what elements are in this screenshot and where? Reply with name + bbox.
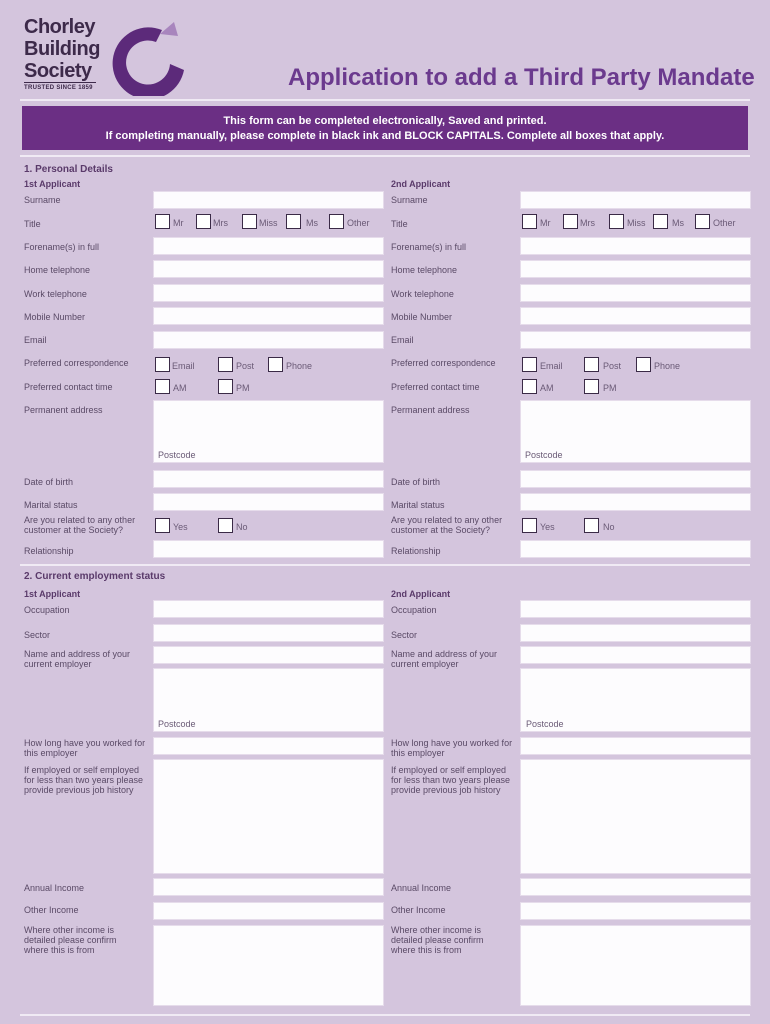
how-long-label: How long have you worked for this employer	[24, 738, 146, 758]
history-field-2[interactable]	[520, 759, 751, 874]
title-option: Other	[347, 218, 370, 228]
related-option: Yes	[173, 522, 188, 532]
home-tel-field-2[interactable]	[520, 260, 751, 278]
mobile-field-2[interactable]	[520, 307, 751, 325]
corr-option: Post	[236, 361, 255, 371]
annual-income-label: Annual Income	[391, 883, 452, 893]
surname-field-2[interactable]	[520, 191, 751, 209]
title-miss-checkbox-2[interactable]	[609, 214, 624, 229]
title-ms-checkbox-2[interactable]	[653, 214, 668, 229]
annual-income-field-1[interactable]	[153, 878, 384, 896]
other-income-field-1[interactable]	[153, 902, 384, 920]
email-field-2[interactable]	[520, 331, 751, 349]
logo-mark-icon	[100, 12, 192, 96]
other-income-label: Other Income	[391, 905, 446, 915]
sector-label: Sector	[24, 630, 51, 640]
home-tel-field-1[interactable]	[153, 260, 384, 278]
surname-label: Surname	[24, 195, 61, 205]
surname-label: Surname	[391, 195, 428, 205]
title-option: Mr	[540, 218, 551, 228]
page-title: Application to add a Third Party Mandate	[288, 64, 755, 91]
corr-post-checkbox-1[interactable]	[218, 357, 233, 372]
logo-line-3: Society	[24, 60, 92, 82]
history-label: If employed or self employed for less than two years please provide previous job history	[391, 765, 511, 795]
employer-name-field-1[interactable]	[153, 646, 384, 664]
marital-label: Marital status	[391, 500, 445, 510]
how-long-field-1[interactable]	[153, 737, 384, 755]
title-option: Mr	[173, 218, 184, 228]
dob-label: Date of birth	[24, 477, 74, 487]
history-field-1[interactable]	[153, 759, 384, 874]
time-pm-checkbox-1[interactable]	[218, 379, 233, 394]
pref-time-label: Preferred contact time	[24, 382, 113, 392]
instructions-banner	[22, 106, 748, 150]
title-mrs-checkbox-1[interactable]	[196, 214, 211, 229]
forenames-field-2[interactable]	[520, 237, 751, 255]
work-tel-field-2[interactable]	[520, 284, 751, 302]
divider	[20, 99, 750, 101]
banner-line-2: If completing manually, please complete in black ink and BLOCK CAPITALS. Complete all boxes that apply.	[105, 130, 665, 142]
forenames-label: Forename(s) in full	[391, 242, 467, 252]
marital-label: Marital status	[24, 500, 78, 510]
surname-field-1[interactable]	[153, 191, 384, 209]
postcode-label: Postcode	[158, 719, 196, 729]
corr-option: Email	[172, 361, 195, 371]
other-income-source-label: Where other income is detailed please confirm where this is from	[391, 925, 484, 955]
title-option: Mrs	[580, 218, 595, 228]
occupation-label: Occupation	[24, 605, 70, 615]
relationship-label: Relationship	[24, 546, 74, 556]
work-tel-field-1[interactable]	[153, 284, 384, 302]
annual-income-label: Annual Income	[24, 883, 85, 893]
mobile-field-1[interactable]	[153, 307, 384, 325]
title-mrs-checkbox-2[interactable]	[563, 214, 578, 229]
title-other-checkbox-1[interactable]	[329, 214, 344, 229]
dob-field-2[interactable]	[520, 470, 751, 488]
corr-phone-checkbox-2[interactable]	[636, 357, 651, 372]
annual-income-field-2[interactable]	[520, 878, 751, 896]
relationship-label: Relationship	[391, 546, 441, 556]
title-option: Ms	[672, 218, 684, 228]
postcode-label: Postcode	[158, 450, 196, 460]
applicant-2-heading: 2nd Applicant	[391, 179, 451, 189]
time-option: AM	[540, 383, 554, 393]
applicant-2-heading: 2nd Applicant	[391, 589, 451, 599]
related-yes-checkbox-2[interactable]	[522, 518, 537, 533]
title-label: Title	[391, 219, 408, 229]
title-option: Other	[713, 218, 736, 228]
pref-corr-label: Preferred correspondence	[24, 358, 129, 368]
employer-label: Name and address of your current employer	[391, 649, 498, 669]
logo-text	[24, 16, 100, 82]
corr-option: Post	[603, 361, 622, 371]
dob-field-1[interactable]	[153, 470, 384, 488]
time-option: AM	[173, 383, 187, 393]
other-income-source-field-2[interactable]	[520, 925, 751, 1006]
section-personal-title: 1. Personal Details	[24, 164, 113, 175]
title-mr-checkbox-2[interactable]	[522, 214, 537, 229]
title-option: Mrs	[213, 218, 228, 228]
related-option: No	[236, 522, 248, 532]
pref-corr-label: Preferred correspondence	[391, 358, 496, 368]
title-option: Ms	[306, 218, 318, 228]
mobile-label: Mobile Number	[24, 312, 86, 322]
other-income-label: Other Income	[24, 905, 79, 915]
title-other-checkbox-2[interactable]	[695, 214, 710, 229]
other-income-source-field-1[interactable]	[153, 925, 384, 1006]
related-option: Yes	[540, 522, 555, 532]
time-pm-checkbox-2[interactable]	[584, 379, 599, 394]
how-long-field-2[interactable]	[520, 737, 751, 755]
occupation-field-2[interactable]	[520, 600, 751, 618]
home-tel-label: Home telephone	[391, 265, 458, 275]
divider	[20, 155, 750, 157]
corr-option: Phone	[286, 361, 313, 371]
logo-line-1: Chorley	[24, 16, 95, 38]
address-label: Permanent address	[24, 405, 103, 415]
corr-email-checkbox-2[interactable]	[522, 357, 537, 372]
title-option: Miss	[259, 218, 278, 228]
postcode-label: Postcode	[525, 450, 563, 460]
occupation-field-1[interactable]	[153, 600, 384, 618]
related-no-checkbox-2[interactable]	[584, 518, 599, 533]
other-income-field-2[interactable]	[520, 902, 751, 920]
address-label: Permanent address	[391, 405, 470, 415]
occupation-label: Occupation	[391, 605, 437, 615]
related-yes-checkbox-1[interactable]	[155, 518, 170, 533]
email-field-1[interactable]	[153, 331, 384, 349]
related-option: No	[603, 522, 615, 532]
corr-option: Phone	[654, 361, 681, 371]
sector-field-1[interactable]	[153, 624, 384, 642]
corr-post-checkbox-2[interactable]	[584, 357, 599, 372]
applicant-1-heading: 1st Applicant	[24, 179, 81, 189]
marital-field-1[interactable]	[153, 493, 384, 511]
employer-name-field-2[interactable]	[520, 646, 751, 664]
email-label: Email	[391, 335, 414, 345]
work-tel-label: Work telephone	[24, 289, 87, 299]
email-label: Email	[24, 335, 47, 345]
pref-time-label: Preferred contact time	[391, 382, 480, 392]
time-option: PM	[603, 383, 617, 393]
relationship-field-2[interactable]	[520, 540, 751, 558]
forenames-field-1[interactable]	[153, 237, 384, 255]
title-mr-checkbox-1[interactable]	[155, 214, 170, 229]
how-long-label: How long have you worked for this employer	[391, 738, 513, 758]
title-option: Miss	[627, 218, 646, 228]
employer-label: Name and address of your current employer	[24, 649, 131, 669]
time-am-checkbox-2[interactable]	[522, 379, 537, 394]
corr-phone-checkbox-1[interactable]	[268, 357, 283, 372]
time-option: PM	[236, 383, 250, 393]
title-label: Title	[24, 219, 41, 229]
sector-label: Sector	[391, 630, 418, 640]
sector-field-2[interactable]	[520, 624, 751, 642]
home-tel-label: Home telephone	[24, 265, 91, 275]
logo-line-2: Building	[24, 38, 100, 60]
related-no-checkbox-1[interactable]	[218, 518, 233, 533]
mobile-label: Mobile Number	[391, 312, 453, 322]
title-ms-checkbox-1[interactable]	[286, 214, 301, 229]
logo-tagline: TRUSTED SINCE 1859	[24, 82, 96, 91]
forenames-label: Forename(s) in full	[24, 242, 100, 252]
history-label: If employed or self employed for less than two years please provide previous job history	[24, 765, 144, 795]
related-label: Are you related to any other customer at the Society?	[391, 515, 503, 535]
postcode-label: Postcode	[526, 719, 564, 729]
dob-label: Date of birth	[391, 477, 441, 487]
divider	[20, 564, 750, 566]
other-income-source-label: Where other income is detailed please confirm where this is from	[24, 925, 117, 955]
marital-field-2[interactable]	[520, 493, 751, 511]
divider	[20, 1014, 750, 1016]
relationship-field-1[interactable]	[153, 540, 384, 558]
work-tel-label: Work telephone	[391, 289, 454, 299]
corr-option: Email	[540, 361, 563, 371]
applicant-1-heading: 1st Applicant	[24, 589, 81, 599]
time-am-checkbox-1[interactable]	[155, 379, 170, 394]
banner-line-1: This form can be completed electronically, Saved and printed.	[223, 115, 547, 127]
corr-email-checkbox-1[interactable]	[155, 357, 170, 372]
title-miss-checkbox-1[interactable]	[242, 214, 257, 229]
section-employment-title: 2. Current employment status	[24, 571, 166, 582]
related-label: Are you related to any other customer at the Society?	[24, 515, 136, 535]
